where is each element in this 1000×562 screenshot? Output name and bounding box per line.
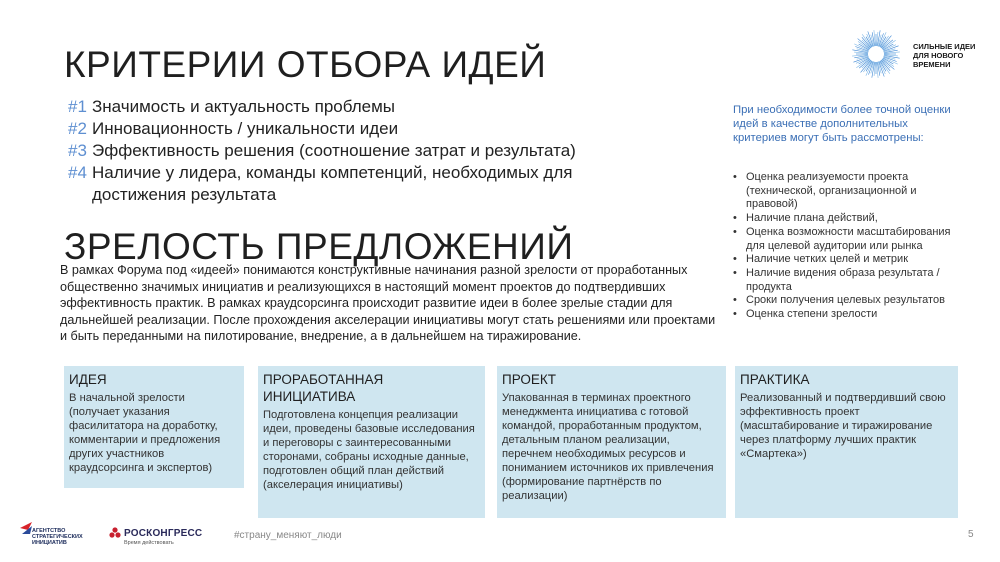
roscongress-slogan: Время действовать xyxy=(124,540,174,546)
stage-card-idea xyxy=(64,366,244,488)
bullet-icon: • xyxy=(733,171,737,183)
list-item xyxy=(733,267,958,294)
bullet-icon: • xyxy=(733,253,737,266)
roscongress-logo-icon xyxy=(108,526,122,540)
criterion-number: #3 xyxy=(68,141,87,160)
list-item xyxy=(733,294,958,308)
footer-hashtag: #страну_меняют_люди xyxy=(234,530,342,541)
criterion-text: Инновационность / уникальности идеи xyxy=(92,119,399,138)
list-item-text: Оценка реализуемости проекта (технической, организационной и правовой) xyxy=(746,171,917,211)
criterion-text: Эффективность решения (соотношение затрат и результата) xyxy=(92,141,576,160)
stage-card-practice xyxy=(735,366,958,518)
section-title: ЗРЕЛОСТЬ ПРЕДЛОЖЕНИЙ xyxy=(64,226,574,267)
logo-line: ВРЕМЕНИ xyxy=(913,60,951,69)
criterion-text: Наличие у лидера, команды компетенций, необходимых для достижения результата xyxy=(92,163,573,204)
logo-text xyxy=(913,42,983,69)
bullet-icon: • xyxy=(733,225,737,238)
card-title: ПРОРАБОТАННАЯ ИНИЦИАТИВА xyxy=(263,372,384,404)
bullet-icon: • xyxy=(733,266,737,279)
criterion-item xyxy=(68,140,688,162)
card-text: Реализованный и подтвердивший свою эффективность проект (масштабирование и тиражирование через платформу лучших практик «Смартека») xyxy=(740,392,946,460)
bullet-icon: • xyxy=(733,294,737,307)
sidebar-list xyxy=(733,171,958,322)
criteria-list xyxy=(68,96,688,206)
card-text: Упакованная в терминах проектного менеджмента инициатива с готовой командой, проработанным продуктом, детальным планом реализации, перечнем необходимых ресурсов и пониманием источников их привлечения (формирование партнёрств по реализации) xyxy=(502,392,714,502)
criterion-number: #2 xyxy=(68,119,87,138)
list-item-text: Наличие четких целей и метрик xyxy=(746,253,909,266)
page-title: КРИТЕРИИ ОТБОРА ИДЕЙ xyxy=(64,44,547,85)
bullet-icon: • xyxy=(733,308,737,321)
criterion-item xyxy=(68,162,608,206)
list-item xyxy=(733,253,958,267)
criterion-text: Значимость и актуальность проблемы xyxy=(92,97,395,116)
list-item xyxy=(733,212,958,226)
list-item-text: Оценка степени зрелости xyxy=(746,308,878,321)
list-item-text: Оценка возможности масштабирования для целевой аудитории или рынка xyxy=(746,225,951,252)
stage-card-initiative xyxy=(258,366,485,518)
logo-line: СТРАТЕГИЧЕСКИХ xyxy=(32,534,83,540)
list-item xyxy=(733,226,958,253)
card-text: Подготовлена концепция реализации идеи, проведены базовые исследования и переговоры с заинтересованными сторонами, собраны исходные данные, подготовлен общий план действий (акселерация инициативы) xyxy=(263,409,475,491)
list-item-text: Наличие видения образа результата / продукта xyxy=(746,266,940,293)
list-item-text: Наличие плана действий, xyxy=(746,212,878,225)
criterion-item xyxy=(68,118,688,140)
page-number: 5 xyxy=(968,529,974,540)
criterion-number: #4 xyxy=(68,163,87,182)
logo-line: АГЕНТСТВО xyxy=(32,528,66,534)
card-title: ИДЕЯ xyxy=(69,372,107,387)
sidebar-intro: При необходимости более точной оценки идей в качестве дополнительных критериев могут быть рассмотрены: xyxy=(733,104,951,144)
list-item-text: Сроки получения целевых результатов xyxy=(746,294,945,307)
criterion-item xyxy=(68,96,688,118)
logo-line: ДЛЯ НОВОГО xyxy=(913,51,964,60)
list-item xyxy=(733,308,958,322)
section-text: В рамках Форума под «идеей» понимаются конструктивные начинания разной зрелости от проработанных общественно значимых инициатив и реализующихся в настоящий момент проектов до подтвердивших эффективность практик. В рамках краудсорсинга происходит развитие идеи в более зрелые стадии для дальнейшей реализации. После прохождения акселерации инициативы могут стать решениями или проектами и быть переданными на пилотирование, внедрение, а в дальнейшем на тиражирование. xyxy=(60,263,716,344)
card-text: В начальной зрелости (получает указания фасилитатора на доработку, комментарии и предложения других участников краудсорсинга и экспертов) xyxy=(69,392,221,474)
asi-logo-text xyxy=(32,528,83,546)
logo-line: СИЛЬНЫЕ ИДЕИ xyxy=(913,42,976,51)
bullet-icon: • xyxy=(733,212,737,225)
card-title: ПРАКТИКА xyxy=(740,372,810,387)
stage-card-project xyxy=(497,366,726,518)
roscongress-name: РОСКОНГРЕСС xyxy=(124,528,203,539)
logo-line: ИНИЦИАТИВ xyxy=(32,540,67,546)
list-item xyxy=(733,171,958,212)
criterion-number: #1 xyxy=(68,97,87,116)
card-title: ПРОЕКТ xyxy=(502,372,557,387)
